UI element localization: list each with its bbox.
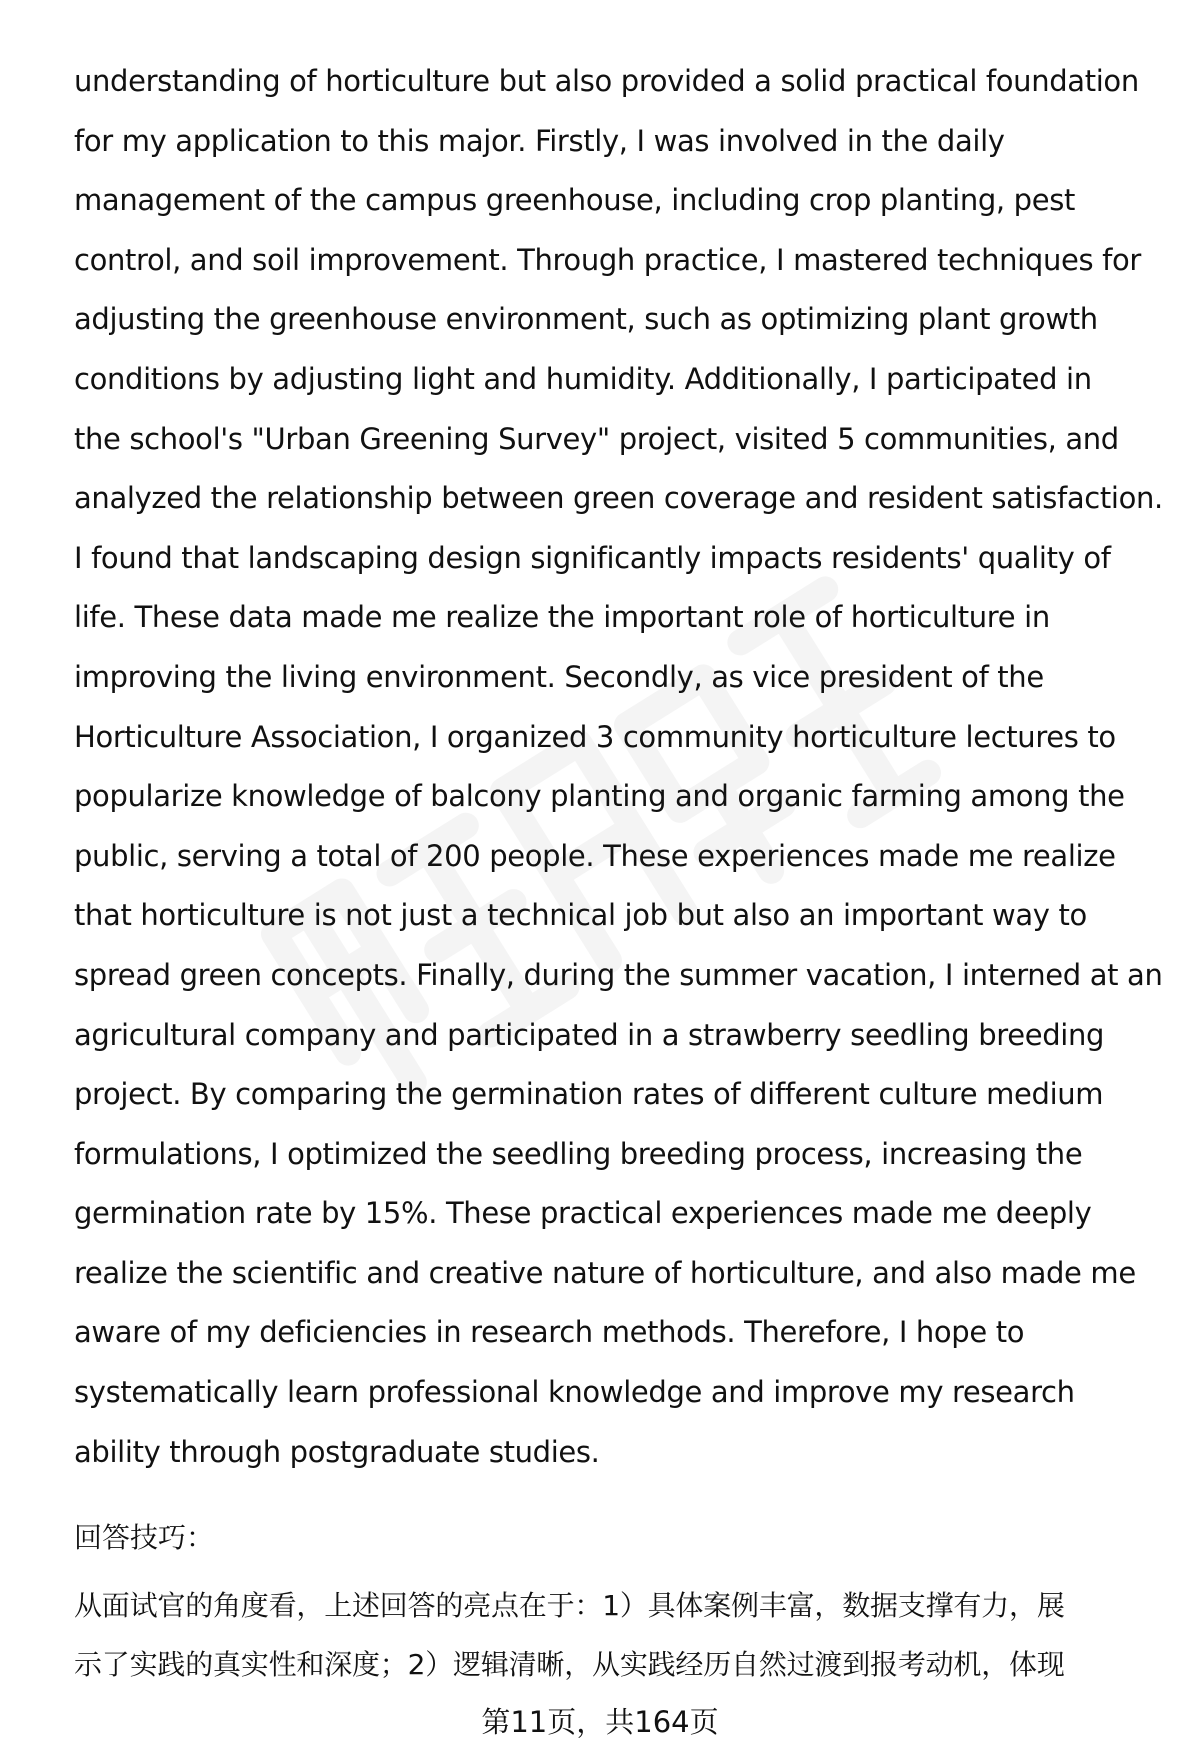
body-line: systematically learn professional knowledge and improve my research xyxy=(74,1375,1075,1410)
tips-heading: 回答技巧： xyxy=(74,1521,215,1554)
body-line: spread green concepts. Finally, during the summer vacation, I interned at an xyxy=(74,957,1163,992)
body-line: realize the scientific and creative nature of horticulture, and also made me xyxy=(74,1255,1136,1290)
body-line: project. By comparing the germination rates of different culture medium xyxy=(74,1077,1104,1112)
body-line: Horticulture Association, I organized 3 community horticulture lectures to xyxy=(74,719,1116,754)
body-line: germination rate by 15%. These practical experiences made me deeply xyxy=(74,1196,1092,1231)
page-number-footer: 第11页，共164页 xyxy=(481,1705,719,1739)
body-line: I found that landscaping design significantly impacts residents' quality of xyxy=(74,540,1111,575)
body-line: aware of my deficiencies in research methods. Therefore, I hope to xyxy=(74,1315,1025,1350)
body-line: life. These data made me realize the important role of horticulture in xyxy=(74,600,1050,635)
body-line: formulations, I optimized the seedling breeding process, increasing the xyxy=(74,1136,1083,1171)
tips-body xyxy=(74,1576,1164,1694)
body-line: the school's "Urban Greening Survey" project, visited 5 communities, and xyxy=(74,421,1119,456)
body-line: improving the living environment. Secondly, as vice president of the xyxy=(74,659,1044,694)
tips-line: 示了实践的真实性和深度；2）逻辑清晰，从实践经历自然过渡到报考动机，体现 xyxy=(74,1648,1065,1681)
answer-body xyxy=(74,52,1164,1482)
body-line: understanding of horticulture but also provided a solid practical foundation xyxy=(74,64,1139,98)
body-line: popularize knowledge of balcony planting and organic farming among the xyxy=(74,779,1125,814)
body-line: that horticulture is not just a technical job but also an important way to xyxy=(74,898,1087,933)
body-line: analyzed the relationship between green coverage and resident satisfaction. xyxy=(74,481,1163,516)
tips-line: 从面试官的角度看，上述回答的亮点在于：1）具体案例丰富，数据支撑有力，展 xyxy=(74,1589,1065,1622)
body-line: for my application to this major. Firstly, I was involved in the daily xyxy=(74,123,1005,158)
body-line: adjusting the greenhouse environment, such as optimizing plant growth xyxy=(74,302,1098,337)
body-line: management of the campus greenhouse, including crop planting, pest xyxy=(74,183,1075,218)
body-line: ability through postgraduate studies. xyxy=(74,1434,600,1469)
body-line: agricultural company and participated in a strawberry seedling breeding xyxy=(74,1017,1105,1052)
body-line: public, serving a total of 200 people. These experiences made me realize xyxy=(74,838,1116,873)
body-line: conditions by adjusting light and humidity. Additionally, I participated in xyxy=(74,361,1092,396)
body-line: control, and soil improvement. Through practice, I mastered techniques for xyxy=(74,242,1141,277)
